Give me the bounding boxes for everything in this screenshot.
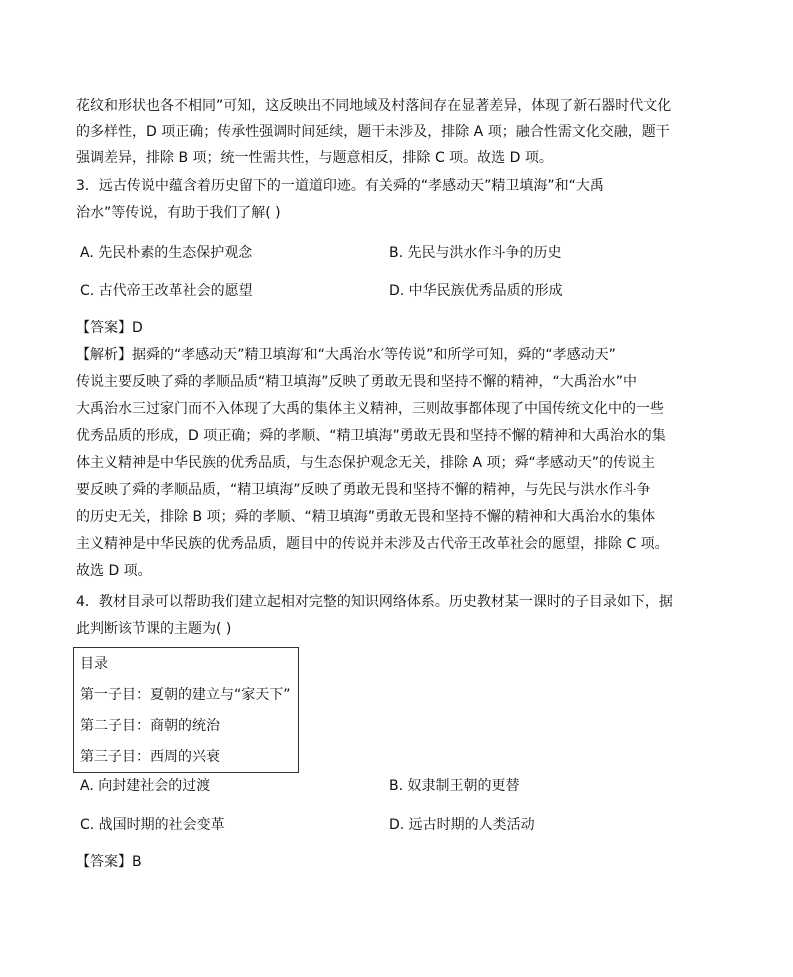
text-line: 强调差异，排除 B 项；统一性需共性，与题意相反，排除 C 项。故选 D 项。 <box>76 150 553 166</box>
q4-option-d: D. 远古时期的人类活动 <box>389 817 535 833</box>
q3-analysis-line: 主义精神是中华民族的优秀品质，题目中的传说并未涉及古代帝王改革社会的愿望，排除 C 项。 <box>76 536 669 552</box>
q4-option-c: C. 战国时期的社会变革 <box>80 817 225 833</box>
toc-item: 第三子目：西周的兴衰 <box>80 749 220 765</box>
q3-analysis-line: 的历史无关，排除 B 项；舜的孝顺、“精卫填海”勇敢无畏和坚持不懈的精神和大禹治水的集体 <box>76 509 656 525</box>
question-3-stem: 3．远古传说中蕴含着历史留下的一道道印迹。有关舜的“孝感动天”精卫填海”和“大禹 <box>76 178 604 194</box>
q3-analysis-line: 故选 D 项。 <box>76 563 152 579</box>
text-line: 的多样性，D 项正确；传承性强调时间延续，题干未涉及，排除 A 项；融合性需文化交融，题干 <box>76 124 670 140</box>
q3-option-c: C. 古代帝王改革社会的愿望 <box>80 283 253 299</box>
q3-analysis-line: 【解析】据舜的“孝感动天”精卫填海′和“大禹治水′等传说”和所学可知，舜的“孝感动天” <box>76 347 616 363</box>
q3-analysis-line: 优秀品质的形成，D 项正确；舜的孝顺、“精卫填海”勇敢无畏和坚持不懈的精神和大禹治水的集 <box>76 428 666 444</box>
q3-option-b: B. 先民与洪水作斗争的历史 <box>389 245 562 261</box>
toc-title: 目录 <box>80 656 108 672</box>
q4-option-b: B. 奴隶制王朝的更替 <box>389 778 520 794</box>
q3-analysis-line: 体主义精神是中华民族的优秀品质，与生态保护观念无关，排除 A 项；舜“孝感动天”的传说主 <box>76 455 655 471</box>
text-line: 花纹和形状也各不相同”可知，这反映出不同地域及村落间存在显著差异，体现了新石器时代文化 <box>76 98 672 114</box>
q3-analysis-line: 要反映了舜的孝顺品质，“精卫填海”反映了勇敢无畏和坚持不懈的精神，与先民与洪水作斗争 <box>76 482 651 498</box>
question-4-stem: 此判断该节课的主题为( ) <box>76 621 232 637</box>
table-of-contents-box <box>73 647 299 773</box>
q3-answer: 【答案】D <box>76 320 143 336</box>
q3-analysis-line: 大禹治水三过家门而不入体现了大禹的集体主义精神，三则故事都体现了中国传统文化中的一些 <box>76 401 664 417</box>
q3-option-a: A. 先民朴素的生态保护观念 <box>80 245 253 261</box>
q3-option-d: D. 中华民族优秀品质的形成 <box>389 283 563 299</box>
q4-option-a: A. 向封建社会的过渡 <box>80 778 211 794</box>
question-4-stem: 4．教材目录可以帮助我们建立起相对完整的知识网络体系。历史教材某一课时的子目录如下，据 <box>76 594 673 610</box>
toc-item: 第一子目：夏朝的建立与“家天下” <box>80 687 291 703</box>
question-3-stem: 治水”等传说，有助于我们了解( ) <box>76 205 281 221</box>
q4-answer: 【答案】B <box>76 854 142 870</box>
toc-item: 第二子目：商朝的统治 <box>80 718 220 734</box>
q3-analysis-line: 传说主要反映了舜的孝顺品质“精卫填海”反映了勇敢无畏和坚持不懈的精神，“大禹治水”中 <box>76 374 638 390</box>
